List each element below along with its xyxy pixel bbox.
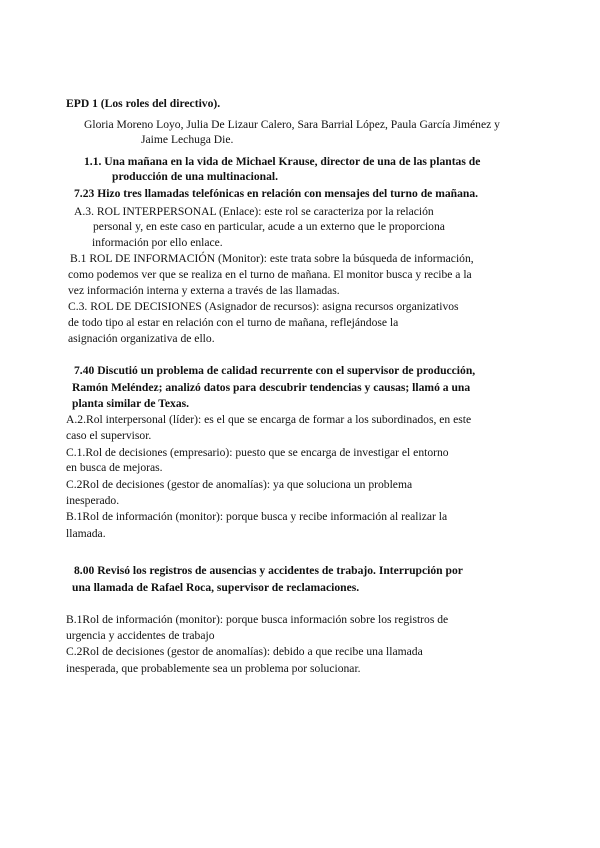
entry-723-line: asignación organizativa de ello. xyxy=(68,332,215,345)
entry-723-line: como podemos ver que se realiza en el turno de mañana. El monitor busca y recibe a la xyxy=(68,268,472,281)
entry-723-line: B.1 ROL DE INFORMACIÓN (Monitor): este trata sobre la búsqueda de información, xyxy=(70,252,474,265)
entry-800-line: B.1Rol de información (monitor): porque busca información sobre los registros de xyxy=(66,613,449,626)
entry-800-line: urgencia y accidentes de trabajo xyxy=(66,629,215,642)
entry-800-line: inesperada, que probablemente sea un problema por solucionar. xyxy=(66,662,361,675)
entry-723-line: vez información interna y externa a través de las llamadas. xyxy=(68,284,340,297)
entry-800-heading-line: una llamada de Rafael Roca, supervisor de reclamaciones. xyxy=(72,581,360,594)
entry-740-line: caso el supervisor. xyxy=(66,429,152,442)
authors-line-2: Jaime Lechuga Die. xyxy=(141,133,234,146)
entry-800-heading-line: 8.00 Revisó los registros de ausencias y accidentes de trabajo. Interrupción por xyxy=(74,564,463,577)
entry-723-line: A.3. ROL INTERPERSONAL (Enlace): este rol se caracteriza por la relación xyxy=(74,205,434,218)
entry-723-heading: 7.23 Hizo tres llamadas telefónicas en relación con mensajes del turno de mañana. xyxy=(74,187,479,200)
section-heading-line-2: producción de una multinacional. xyxy=(112,170,278,183)
entry-740-line: A.2.Rol interpersonal (líder): es el que se encarga de formar a los subordinados, en este xyxy=(66,413,472,426)
entry-800-line: C.2Rol de decisiones (gestor de anomalías): debido a que recibe una llamada xyxy=(66,645,423,658)
entry-740-heading-line: 7.40 Discutió un problema de calidad recurrente con el supervisor de producción, xyxy=(74,364,476,377)
entry-723-line: información por ello enlace. xyxy=(92,236,223,249)
entry-723-line: de todo tipo al estar en relación con el turno de mañana, reflejándose la xyxy=(68,316,399,329)
document-title: EPD 1 (Los roles del directivo). xyxy=(66,97,221,110)
entry-740-line: inesperado. xyxy=(66,494,120,507)
entry-740-heading-line: Ramón Meléndez; analizó datos para descubrir tendencias y causas; llamó a una xyxy=(72,381,471,394)
entry-740-line: C.2Rol de decisiones (gestor de anomalías): ya que soluciona un problema xyxy=(66,478,413,491)
entry-740-heading-line: planta similar de Texas. xyxy=(72,397,190,410)
authors-line-1: Gloria Moreno Loyo, Julia De Lizaur Calero, Sara Barrial López, Paula García Jiménez y xyxy=(84,118,500,131)
entry-740-line: C.1.Rol de decisiones (empresario): puesto que se encarga de investigar el entorno xyxy=(66,446,449,459)
entry-723-line: personal y, en este caso en particular, acude a un externo que le proporciona xyxy=(93,220,445,233)
entry-740-line: llamada. xyxy=(66,527,106,540)
section-heading-line-1: 1.1. Una mañana en la vida de Michael Krause, director de una de las plantas de xyxy=(84,155,481,168)
entry-723-line: C.3. ROL DE DECISIONES (Asignador de recursos): asigna recursos organizativos xyxy=(68,300,459,313)
entry-740-line: B.1Rol de información (monitor): porque busca y recibe información al realizar la xyxy=(66,510,448,523)
entry-740-line: en busca de mejoras. xyxy=(66,461,163,474)
